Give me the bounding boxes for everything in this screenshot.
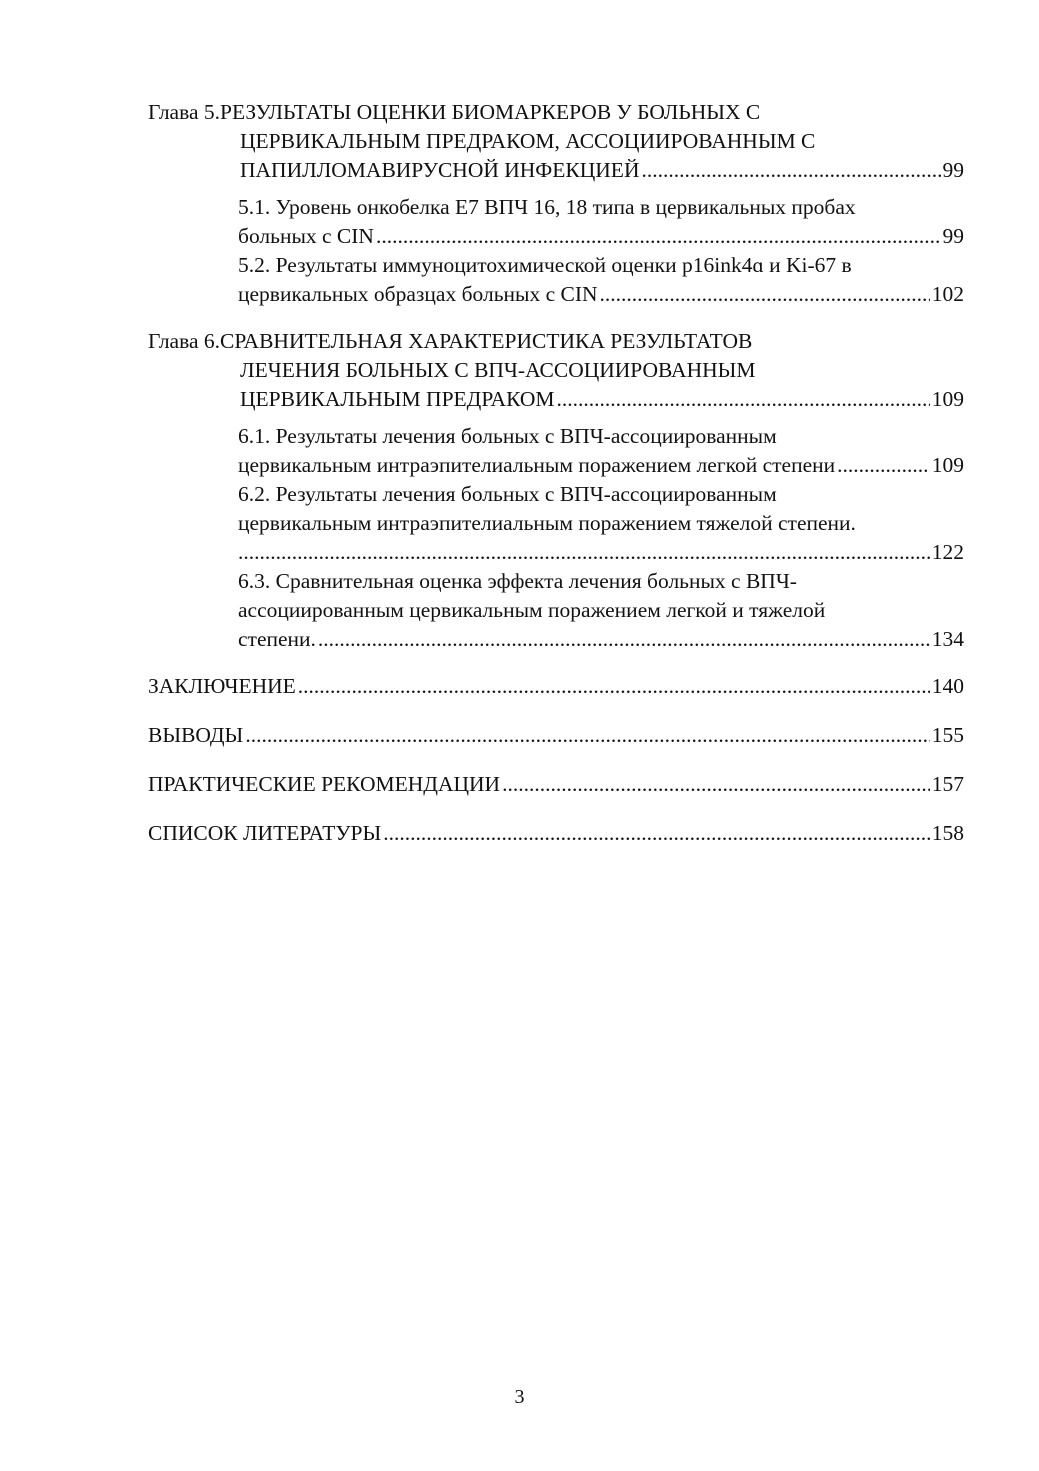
page-reference: 109 [931, 387, 964, 411]
toc-line [238, 509, 964, 538]
page-reference: 99 [942, 224, 964, 248]
toc-line [238, 193, 964, 222]
toc-conclusion[interactable] [148, 672, 964, 701]
toc-line [238, 567, 964, 596]
dot-leader [502, 770, 930, 799]
section-title-line: цервикальным интраэпителиальным поражением легкой степени [238, 453, 836, 477]
section-title-line: ассоциированным цервикальным поражением легкой и тяжелой [238, 598, 826, 622]
entry-title: СПИСОК ЛИТЕРАТУРЫ [148, 821, 382, 845]
toc-line [240, 385, 964, 414]
entry-title: ПРАКТИЧЕСКИЕ РЕКОМЕНДАЦИИ [148, 772, 501, 796]
page-reference: 155 [931, 723, 964, 747]
toc-chapter-5[interactable] [148, 98, 964, 185]
toc-subsections [148, 193, 964, 309]
entry-title: ЗАКЛЮЧЕНИЕ [148, 674, 296, 698]
dot-leader [298, 672, 930, 701]
chapter-prefix: Глава 6. [148, 329, 220, 353]
toc-line [148, 672, 964, 701]
entry-title: ВЫВОДЫ [148, 723, 244, 747]
section-title-line: цервикальных образцах больных с CIN [238, 282, 598, 306]
section-title-line: больных с CIN [238, 224, 374, 248]
chapter-title-line: ПАПИЛЛОМАВИРУСНОЙ ИНФЕКЦИЕЙ [240, 158, 640, 182]
toc-line [238, 538, 964, 567]
toc-line [238, 596, 964, 625]
section-title-line: 6.1. Результаты лечения больных с ВПЧ-ассоциированным [238, 424, 777, 448]
toc-line [240, 156, 964, 185]
dot-leader [557, 385, 930, 414]
toc-section-6-3[interactable] [148, 567, 964, 654]
toc-line [240, 356, 964, 385]
page-reference: 109 [931, 453, 964, 477]
section-title-line: 6.2. Результаты лечения больных с ВПЧ-ассоциированным [238, 482, 777, 506]
page-reference: 158 [931, 821, 964, 845]
page-reference: 140 [931, 674, 964, 698]
toc-line [238, 625, 964, 654]
toc-section-5-1[interactable] [148, 193, 964, 251]
toc-line [148, 327, 964, 356]
toc-line [238, 280, 964, 309]
page-reference: 134 [931, 627, 964, 651]
dot-leader [383, 819, 929, 848]
toc-line [240, 127, 964, 156]
toc-line [238, 451, 964, 480]
chapter-title-line: ЛЕЧЕНИЯ БОЛЬНЫХ С ВПЧ-АССОЦИИРОВАННЫМ [240, 358, 756, 382]
chapter-title-line: ЦЕРВИКАЛЬНЫМ ПРЕДРАКОМ [240, 387, 555, 411]
section-title-line: степени. [238, 627, 316, 651]
toc-line [148, 819, 964, 848]
section-title-line: цервикальным интраэпителиальным поражением тяжелой степени. [238, 511, 856, 535]
toc-section-6-2[interactable] [148, 480, 964, 567]
chapter-title-line: СРАВНИТЕЛЬНАЯ ХАРАКТЕРИСТИКА РЕЗУЛЬТАТОВ [220, 329, 753, 353]
toc-line [238, 251, 964, 280]
toc-references[interactable] [148, 819, 964, 848]
toc-line [148, 98, 964, 127]
page-reference: 99 [942, 158, 964, 182]
toc-line [238, 222, 964, 251]
page-number: 3 [514, 1386, 525, 1408]
chapter-prefix: Глава 5. [148, 100, 220, 124]
dot-leader [600, 280, 930, 309]
toc-line [148, 721, 964, 750]
toc-recommendations[interactable] [148, 770, 964, 799]
dot-leader [641, 156, 940, 185]
dot-leader [376, 222, 941, 251]
toc-section-5-2[interactable] [148, 251, 964, 309]
section-title-line: 6.3. Сравнительная оценка эффекта лечения больных с ВПЧ- [238, 569, 797, 593]
page-reference: 122 [931, 540, 964, 564]
toc-line [238, 422, 964, 451]
dot-leader [238, 538, 930, 567]
section-title-line: 5.2. Результаты иммуноцитохимической оценки p16ink4ɑ и Ki-67 в [238, 253, 852, 277]
page-reference: 157 [931, 772, 964, 796]
page-reference: 102 [931, 282, 964, 306]
dot-leader [245, 721, 929, 750]
dot-leader [837, 451, 930, 480]
toc-section-6-1[interactable] [148, 422, 964, 480]
chapter-title-line: РЕЗУЛЬТАТЫ ОЦЕНКИ БИОМАРКЕРОВ У БОЛЬНЫХ С [220, 100, 761, 124]
chapter-title-line: ЦЕРВИКАЛЬНЫМ ПРЕДРАКОМ, АССОЦИИРОВАННЫМ С [240, 129, 816, 153]
toc-chapter-6[interactable] [148, 327, 964, 414]
toc-findings[interactable] [148, 721, 964, 750]
toc-subsections [148, 422, 964, 654]
toc-line [148, 770, 964, 799]
table-of-contents [148, 98, 964, 868]
toc-line [238, 480, 964, 509]
dot-leader [318, 625, 930, 654]
section-title-line: 5.1. Уровень онкобелка Е7 ВПЧ 16, 18 типа в цервикальных пробах [238, 195, 856, 219]
